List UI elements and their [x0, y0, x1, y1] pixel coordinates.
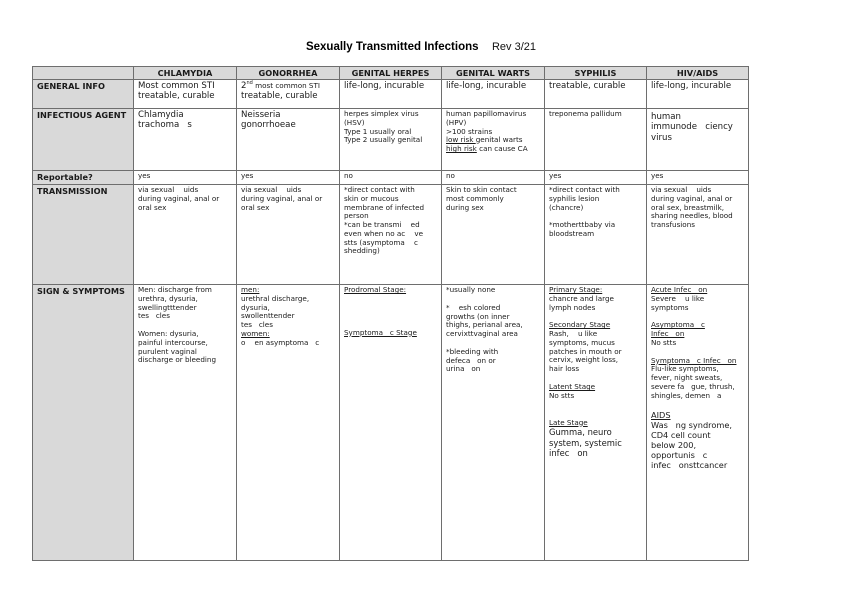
cell-agent-herpes: [340, 109, 442, 171]
asymptomatic-label: Asymptoma c: [651, 320, 705, 330]
primary-stage-label: Primary Stage:: [549, 285, 603, 294]
cell-text: *motherttbaby via: [549, 220, 616, 230]
cell-text: sharing needles, blood: [651, 211, 733, 221]
header-row: [33, 67, 749, 80]
row-header-infectious-agent: INFECTIOUS AGENT: [33, 109, 134, 171]
cell-text: >100 strains: [446, 126, 493, 136]
cell-text: shingles, demen a: [651, 390, 722, 400]
cell-reportable-hiv: yes: [647, 171, 749, 185]
column-header-gonorrhea: GONORRHEA: [237, 67, 340, 80]
cell-text: even when no ac ve: [344, 228, 424, 238]
cell-text: syphilis lesion: [549, 193, 600, 203]
document-header: [0, 37, 842, 55]
cell-transmission-syphilis: [545, 185, 647, 285]
row-header-transmission: TRANSMISSION: [33, 185, 134, 285]
cell-text: [446, 145, 540, 154]
cell-text: hair loss: [549, 364, 580, 374]
cell-text: No stts: [549, 390, 575, 400]
cell-symptoms-herpes: [340, 285, 442, 561]
cell-transmission-herpes: [340, 185, 442, 285]
cell-text: oral sex: [138, 202, 167, 212]
men-label: men:: [241, 285, 260, 294]
cell-text: virus: [651, 132, 672, 143]
cell-general-info-syphilis: treatable, curable: [545, 80, 647, 109]
cell-transmission-warts: [442, 185, 545, 285]
cell-text: Gumma, neuro: [549, 427, 612, 438]
column-header-genital-herpes: GENITAL HERPES: [340, 67, 442, 80]
cell-text: treatable, curable: [241, 91, 318, 102]
cell-general-info-hiv: life-long, incurable: [647, 80, 749, 109]
column-header-syphilis: SYPHILIS: [545, 67, 647, 80]
cell-text: Rash, u like: [549, 329, 598, 339]
cell-transmission-gonorrhea: [237, 185, 340, 285]
cell-text: *usually none: [446, 285, 496, 294]
cell-text: o en asymptoma c: [241, 337, 320, 347]
cell-text: lymph nodes: [549, 302, 596, 312]
high-risk-label: high risk: [446, 144, 477, 154]
cell-agent-hiv: [647, 109, 749, 171]
cell-text: during vaginal, anal or: [138, 193, 220, 203]
cell-text: tes cles: [138, 311, 170, 321]
late-stage-label: Late Stage: [549, 417, 588, 427]
corner-cell: [33, 67, 134, 80]
table-row-reportable: [33, 171, 749, 185]
cell-text: person: [344, 211, 369, 221]
cell-transmission-chlamydia: [134, 185, 237, 285]
cell-text: via sexual uids: [241, 185, 302, 194]
cell-text: symptoms: [651, 302, 689, 312]
cell-text: during vaginal, anal or: [651, 193, 733, 203]
spacer: [549, 401, 642, 419]
cell-text: (HSV): [344, 117, 365, 127]
cell-text: growths (on inner: [446, 311, 510, 321]
cell-text: Most common STI: [138, 81, 215, 91]
cell-text: *bleeding with: [446, 346, 499, 356]
cell-text: via sexual uids: [138, 185, 199, 194]
row-header-general-info: GENERAL INFO: [33, 80, 134, 109]
cell-text: Type 1 usually oral: [344, 126, 412, 136]
symptomatic-infection-label: Symptoma c Infec on: [651, 355, 737, 365]
cell-text: tes cles: [241, 320, 273, 330]
cell-text: chancre and large: [549, 293, 614, 303]
cell-text: shedding): [344, 246, 380, 256]
cell-transmission-hiv: [647, 185, 749, 285]
cell-text: dysuria,: [241, 302, 270, 312]
cell-text: fever, night sweats,: [651, 373, 723, 383]
cell-text: oral sex: [241, 202, 270, 212]
cell-text: infec onsttcancer: [651, 459, 728, 470]
cell-symptoms-syphilis: [545, 285, 647, 561]
cell-text: skin or mucous: [344, 193, 399, 203]
low-risk-label: low risk: [446, 135, 476, 145]
cell-symptoms-chlamydia: [134, 285, 237, 561]
cell-text: [241, 81, 335, 91]
cell-text: defeca on or: [446, 355, 496, 365]
cell-general-info-warts: life-long, incurable: [442, 80, 545, 109]
cell-reportable-gonorrhea: yes: [237, 171, 340, 185]
cell-text: discharge or bleeding: [138, 355, 217, 365]
cell-text: human: [651, 112, 681, 122]
cell-text: urethral discharge,: [241, 293, 310, 303]
cell-text: system, systemic: [549, 437, 622, 448]
cell-reportable-warts: no: [442, 171, 545, 185]
cell-text: gonorrhoeae: [241, 120, 296, 131]
cell-text: painful intercourse,: [138, 337, 208, 347]
cell-text: *direct contact with: [549, 185, 620, 194]
cell-text: during vaginal, anal or: [241, 193, 323, 203]
cell-text: CD4 cell count: [651, 429, 711, 440]
secondary-stage-label: Secondary Stage: [549, 320, 611, 330]
cell-text: symptoms, mucus: [549, 337, 615, 347]
cell-text: * esh colored: [446, 302, 501, 312]
cell-agent-syphilis: treponema pallidum: [545, 109, 647, 171]
cell-text: trachoma s: [138, 120, 192, 131]
cell-text: (chancre): [549, 202, 584, 212]
cell-text: Men: discharge from: [138, 285, 212, 294]
cell-text: Was ng syndrome,: [651, 419, 732, 430]
cell-text: patches in mouth or: [549, 346, 622, 356]
table-row-signs-symptoms: [33, 285, 749, 561]
cell-text: severe fa gue, thrush,: [651, 382, 735, 392]
aids-label: AIDS: [651, 409, 671, 420]
cell-text: Flu-like symptoms,: [651, 364, 719, 374]
cell-text: Type 2 usually genital: [344, 135, 423, 145]
cell-text: purulent vaginal: [138, 346, 197, 356]
cell-text: Severe u like: [651, 293, 705, 303]
cell-reportable-syphilis: yes: [545, 171, 647, 185]
cell-text: bloodstream: [549, 229, 595, 239]
symptomatic-stage-label: Symptoma c Stage: [344, 327, 417, 337]
cell-agent-warts: [442, 109, 545, 171]
cell-text: transfusions: [651, 220, 696, 230]
table-row-transmission: [33, 185, 749, 285]
cell-text: thighs, perianal area,: [446, 320, 523, 330]
cell-symptoms-warts: [442, 285, 545, 561]
ordinal-number: 2: [241, 81, 247, 91]
spacer: [651, 401, 744, 410]
cell-text: most commonly: [446, 193, 504, 203]
cell-symptoms-hiv: [647, 285, 749, 561]
cell-text: during sex: [446, 202, 484, 212]
cell-text: urina on: [446, 364, 481, 374]
cell-text: treatable, curable: [138, 91, 215, 102]
row-header-signs-symptoms: SIGN & SYMPTOMS: [33, 285, 134, 561]
column-header-hiv-aids: HIV/AIDS: [647, 67, 749, 80]
latent-stage-label: Latent Stage: [549, 382, 596, 392]
cell-text: via sexual uids: [651, 185, 712, 194]
cell-agent-gonorrhea: [237, 109, 340, 171]
table-row-general-info: [33, 80, 749, 109]
cell-text: human papillomavirus: [446, 109, 527, 118]
column-header-chlamydia: CHLAMYDIA: [134, 67, 237, 80]
cell-text: urethra, dysuria,: [138, 293, 198, 303]
cell-text: cervixttvaginal area: [446, 329, 518, 339]
cell-text: most common STI: [252, 81, 321, 90]
cell-text: genital warts: [475, 135, 523, 145]
cell-text: Skin to skin contact: [446, 185, 517, 194]
cell-reportable-chlamydia: yes: [134, 171, 237, 185]
cell-text: cervix, weight loss,: [549, 355, 619, 365]
acute-infection-label: Acute Infec on: [651, 285, 708, 294]
cell-general-info-chlamydia: [134, 80, 237, 109]
cell-text: can cause CA: [476, 144, 528, 154]
cell-text: Chlamydia: [138, 110, 184, 120]
cell-text: *direct contact with: [344, 185, 415, 194]
cell-text: immunode ciency: [651, 122, 733, 133]
cell-text: opportunis c: [651, 449, 708, 460]
sti-comparison-table: [32, 66, 749, 561]
document-title: Sexually Transmitted Infections: [305, 41, 479, 53]
cell-text: Neisseria: [241, 110, 281, 120]
cell-text: *can be transmi ed: [344, 220, 420, 230]
column-header-genital-warts: GENITAL WARTS: [442, 67, 545, 80]
cell-text: No stts: [651, 337, 677, 347]
cell-text: membrane of infected: [344, 202, 425, 212]
cell-text: oral sex, breastmilk,: [651, 202, 725, 212]
cell-general-info-gonorrhea: [237, 80, 340, 109]
cell-reportable-herpes: no: [340, 171, 442, 185]
prodromal-stage-label: Prodromal Stage:: [344, 285, 407, 294]
table-row-infectious-agent: [33, 109, 749, 171]
ordinal-suffix: nd: [246, 80, 253, 87]
cell-text: swollenttender: [241, 311, 295, 321]
row-header-reportable: Reportable?: [33, 171, 134, 185]
cell-text: herpes simplex virus: [344, 109, 419, 118]
cell-text: infec on: [549, 447, 588, 458]
cell-text: (HPV): [446, 117, 467, 127]
cell-text: below 200,: [651, 439, 697, 450]
cell-text: stts (asymptoma c: [344, 237, 418, 247]
cell-text: swellingtttender: [138, 302, 197, 312]
cell-agent-chlamydia: [134, 109, 237, 171]
revision-label: Rev 3/21: [491, 41, 537, 53]
women-label: women:: [241, 328, 270, 338]
cell-text: Women: dysuria,: [138, 329, 199, 339]
asymptomatic-label-2: Infec on: [651, 329, 685, 339]
cell-general-info-herpes: life-long, incurable: [340, 80, 442, 109]
spacer: [344, 295, 437, 329]
cell-symptoms-gonorrhea: [237, 285, 340, 561]
